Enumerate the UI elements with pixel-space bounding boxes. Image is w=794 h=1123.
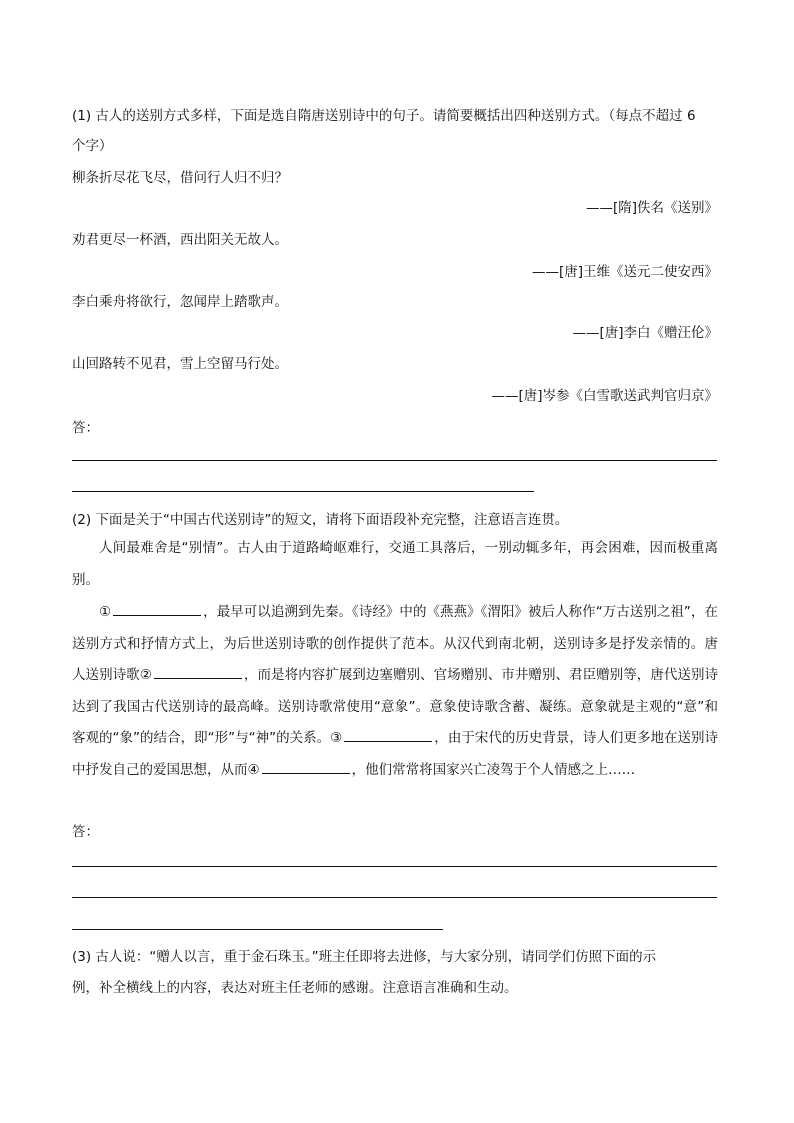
- q2-answer-line-3[interactable]: [72, 929, 443, 930]
- q1-prompt-line2: 个字）: [72, 138, 113, 154]
- q1-prompt-line1: (1) 古人的送别方式多样，下面是选自隋唐送别诗中的句子。请简要概括出四种送别方式。（每点不超过 6: [72, 108, 696, 124]
- q2-answer-line-1[interactable]: [72, 866, 717, 867]
- q2-paragraph-1: 人间最难舍是“别情”。古人由于道路崎岖难行，交通工具落后，一别动辄多年，再会困难，因而极重离别。: [72, 540, 718, 588]
- q2-segment-2: ，最早可以追溯到先秦。《诗经》中的《燕燕》《渭阳》被后人称作“万古送别之祖”，在送别方式和抒情方式上，为后世送别诗歌的创作提供了范本。从汉代到南北朝，送别诗多是抒发亲情的。唐人送别诗歌②: [72, 604, 718, 684]
- q2-segment-1: ①: [99, 604, 112, 620]
- q2-blank-2[interactable]: [154, 665, 242, 679]
- q2-answer-line-2[interactable]: [72, 897, 717, 898]
- q1-poem-1: 柳条折尽花飞尽，借问行人归不归？: [72, 170, 288, 186]
- q3-prompt-line1: (3) 古人说：“赠人以言，重于金石珠玉。”班主任即将去进修，与大家分别，请同学们仿照下面的示: [72, 949, 657, 965]
- q2-segment-4: ，由于宋代的历史背景，诗人们更多地在送别诗中抒发自己的爱国思想，从而④: [72, 730, 718, 778]
- q2-segment-5: ，他们常常将国家兴亡凌驾于个人情感之上……: [351, 761, 636, 778]
- q1-answer-line-2[interactable]: [72, 491, 534, 492]
- q1-poem-4: 山回路转不见君，雪上空留马行处。: [72, 356, 288, 372]
- q2-segment-3: ，而是将内容扩展到边塞赠别、官场赠别、市井赠别、君臣赠别等，唐代送别诗达到了我国古代送别诗的最高峰。送别诗歌常使用“意象”。意象使诗歌含蓄、凝练。意象就是主观的“意”和客观的“象”的结合，即“形”与“神”的关系。③: [72, 667, 719, 747]
- q1-poem-1-source: ——[隋]佚名《送别》: [585, 200, 718, 216]
- q2-blank-4[interactable]: [262, 760, 350, 774]
- q2-paragraph-2: [72, 597, 718, 787]
- q2-answer-label: 答：: [72, 824, 99, 840]
- q2-blank-1[interactable]: [113, 602, 201, 616]
- q1-answer-label: 答：: [72, 420, 99, 436]
- q1-poem-3: 李白乘舟将欲行，忽闻岸上踏歌声。: [72, 294, 288, 310]
- q1-answer-line-1[interactable]: [72, 460, 717, 461]
- q1-poem-4-source: ——[唐]岑参《白雪歌送武判官归京》: [491, 388, 718, 404]
- q2-prompt: (2) 下面是关于“中国古代送别诗”的短文，请将下面语段补充完整，注意语言连贯。: [72, 512, 569, 528]
- q3-prompt-line2: 例，补全横线上的内容，表达对班主任老师的感谢。注意语言准确和生动。: [72, 980, 518, 996]
- q1-poem-2-source: ——[唐]王维《送元二使安西》: [531, 264, 718, 280]
- q1-poem-3-source: ——[唐]李白《赠汪伦》: [572, 325, 718, 341]
- q2-blank-3[interactable]: [344, 728, 432, 742]
- q1-poem-2: 劝君更尽一杯酒，西出阳关无故人。: [72, 232, 288, 248]
